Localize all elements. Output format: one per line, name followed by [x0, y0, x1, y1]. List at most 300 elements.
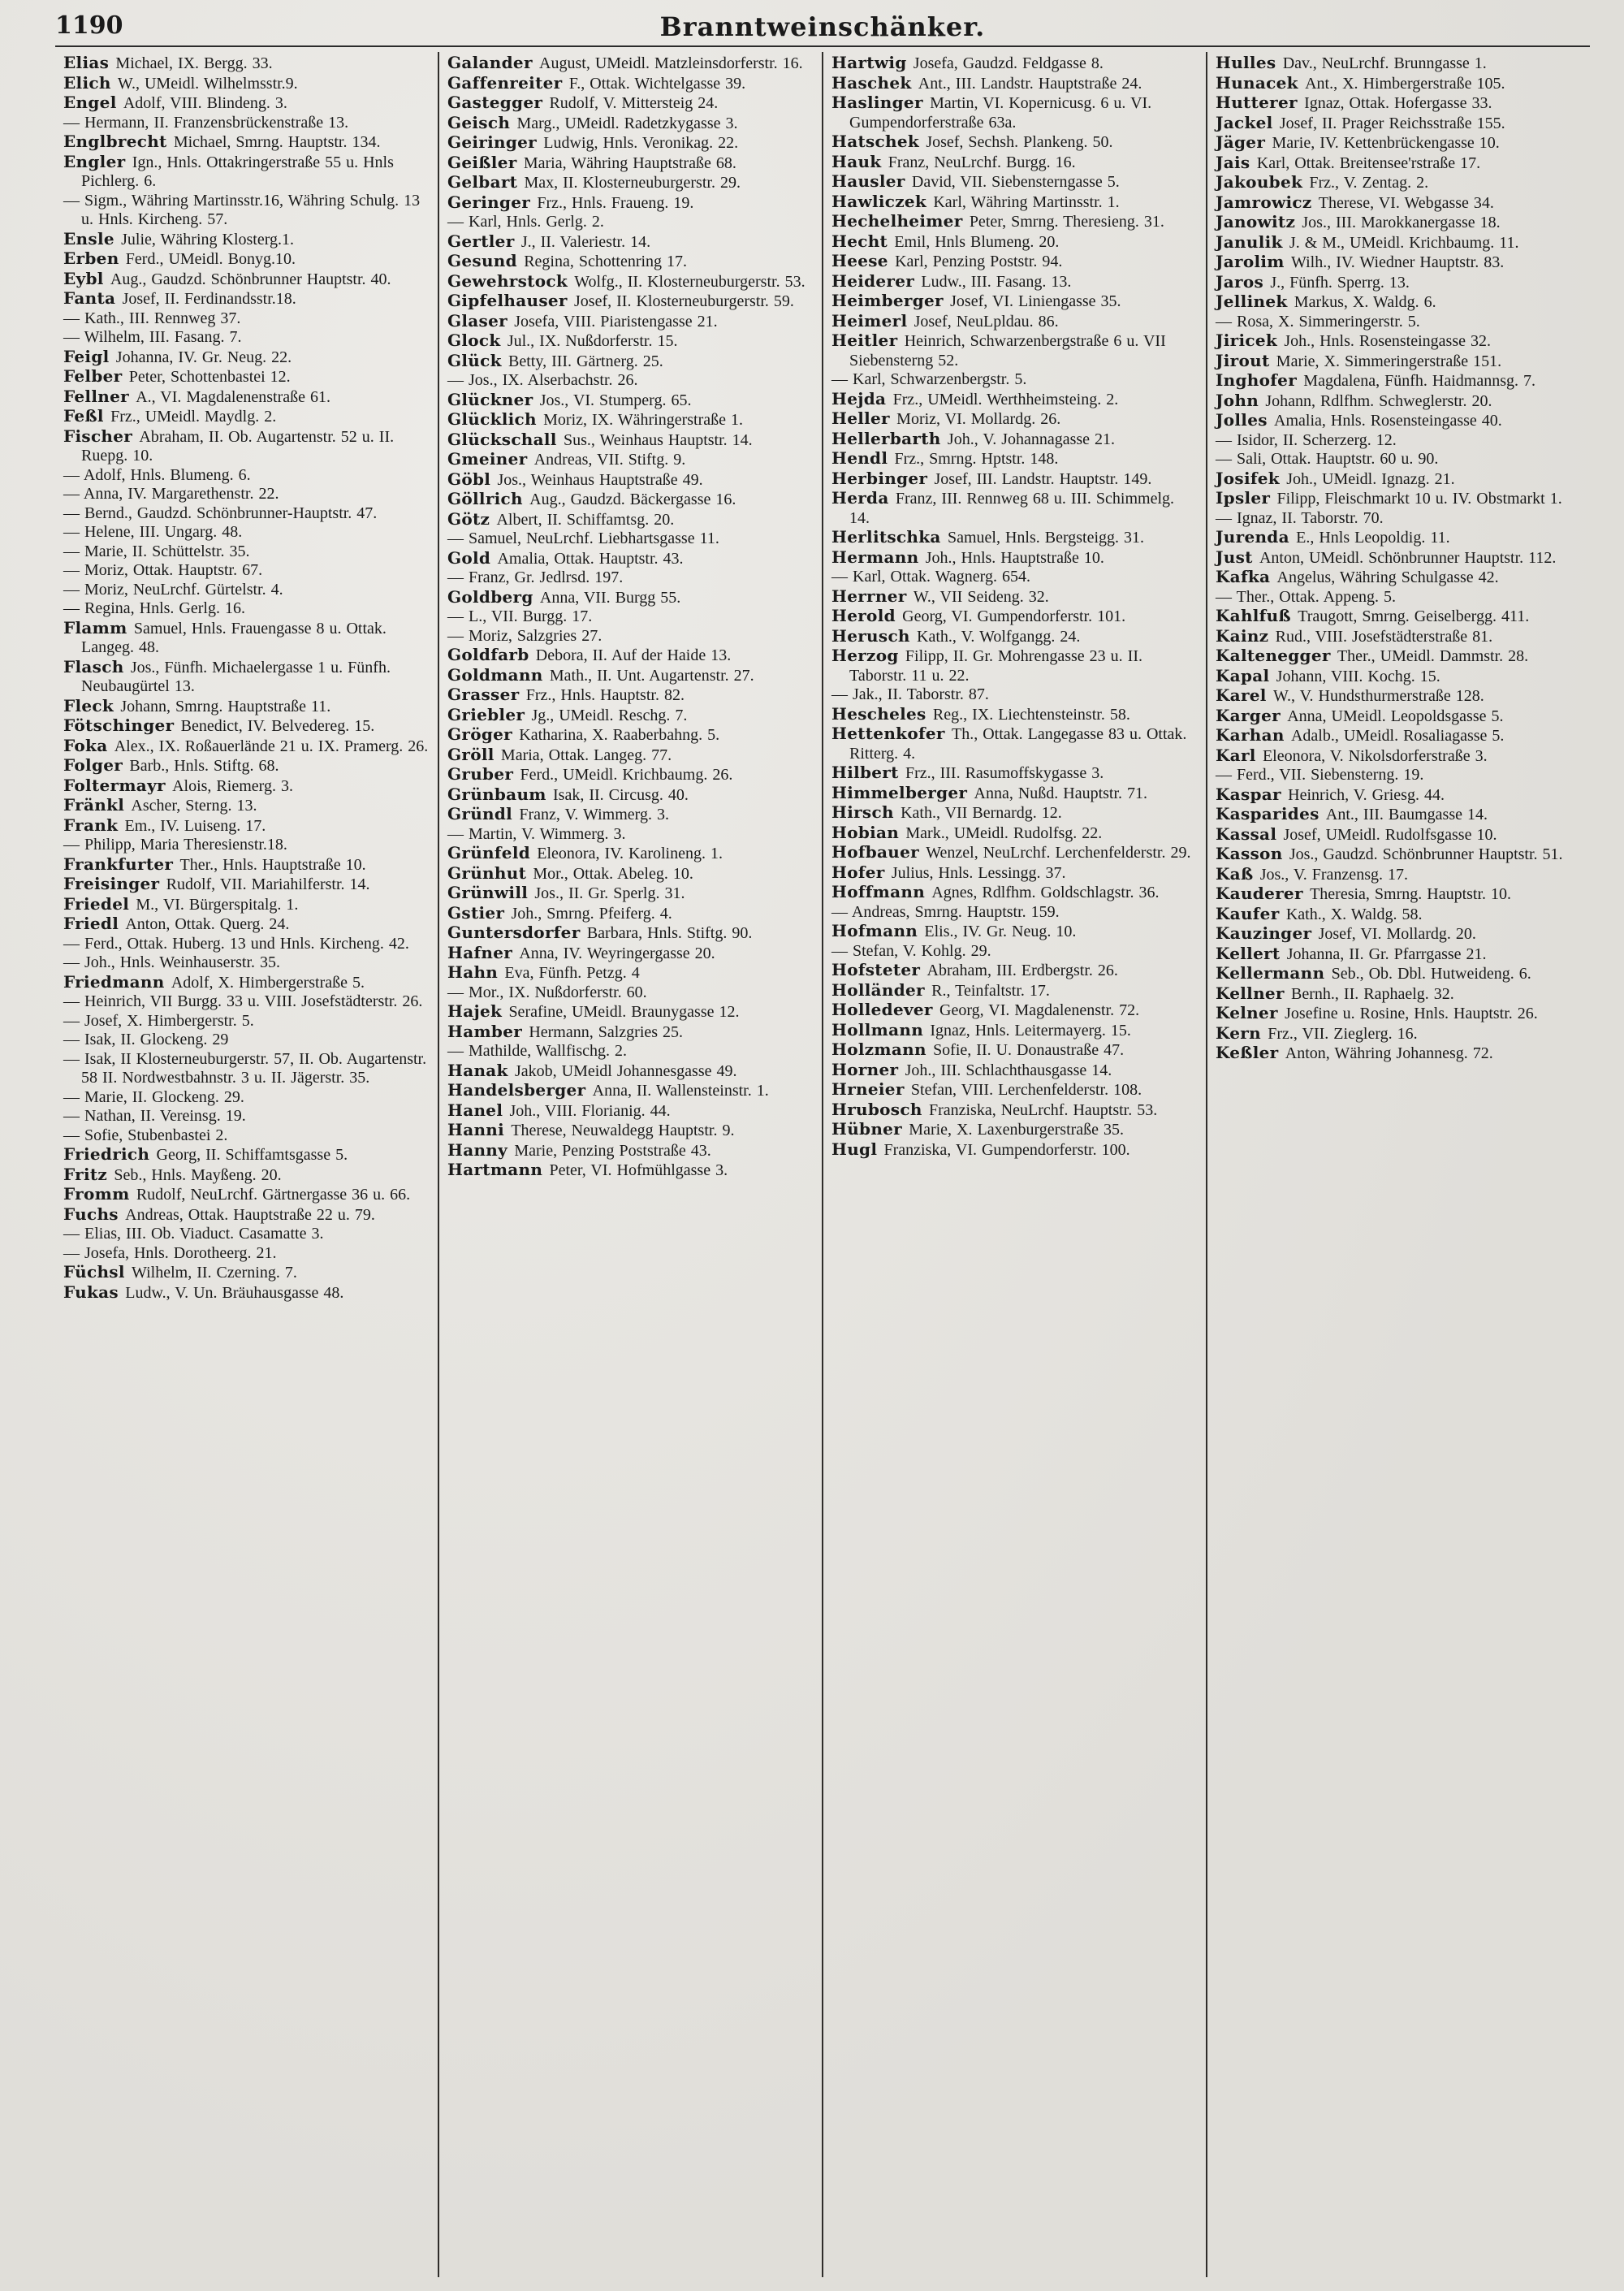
directory-entry: Hawliczek Karl, Währing Martinsstr. 1. — [831, 191, 1120, 211]
entry-surname: Fötschinger — [63, 715, 181, 735]
directory-entry: Hajek Serafine, UMeidl. Braunygasse 12. — [447, 1001, 740, 1021]
directory-entry: Gipfelhauser Josef, II. Klosterneuburgerstr. 59. — [447, 291, 794, 310]
directory-entry: — Rosa, X. Simmeringerstr. 5. — [1216, 312, 1420, 331]
entry-surname: Gipfelhauser — [447, 291, 575, 310]
entry-surname: Hettenkofer — [831, 724, 952, 743]
directory-entry: Hejda Frz., UMeidl. Werthheimsteing. 2. — [831, 388, 1119, 408]
directory-entry: Frankfurter Ther., Hnls. Hauptstraße 10. — [63, 854, 366, 874]
directory-entry: Gastegger Rudolf, V. Mittersteig 24. — [447, 93, 719, 112]
directory-entry: Karger Anna, UMeidl. Leopoldsgasse 5. — [1216, 705, 1504, 725]
directory-entry: Hilbert Frz., III. Rasumoffskygasse 3. — [831, 763, 1104, 782]
entry-surname: Kahlfuß — [1216, 606, 1298, 625]
directory-entry: Heitler Heinrich, Schwarzenbergstraße 6 u. VII Siebensterng 52. — [831, 331, 1166, 370]
directory-entry: Ipsler Filipp, Fleischmarkt 10 u. IV. Obstmarkt 1. — [1216, 488, 1562, 508]
entry-surname: Götz — [447, 508, 497, 529]
directory-entry: Ensle Julie, Währing Klosterg.1. — [63, 228, 295, 249]
entry-surname: Hecht — [831, 231, 895, 251]
entry-surname: Kauderer — [1216, 884, 1311, 903]
directory-entry: Karl Eleonora, V. Nikolsdorferstraße 3. — [1216, 745, 1488, 765]
entry-surname: Hollmann — [831, 1019, 931, 1040]
entry-surname: Elich — [63, 72, 118, 93]
directory-entry: Fritz Seb., Hnls. Mayßeng. 20. — [63, 1164, 282, 1184]
directory-entry: Grünfeld Eleonora, IV. Karolineng. 1. — [447, 843, 723, 862]
directory-entry: Feßl Frz., UMeidl. Maydlg. 2. — [63, 406, 277, 426]
entry-surname: Geringer — [447, 192, 538, 212]
directory-entry: Freisinger Rudolf, VII. Mariahilferstr. 14. — [63, 874, 370, 893]
directory-entry: Engel Adolf, VIII. Blindeng. 3. — [63, 93, 287, 112]
directory-entry: Glückschall Sus., Weinhaus Hauptstr. 14. — [447, 429, 753, 449]
entry-surname: Göllrich — [447, 489, 530, 508]
directory-entry: Jais Karl, Ottak. Breitensee'rstraße 17. — [1216, 152, 1481, 172]
directory-entry: Kainz Rud., VIII. Josefstädterstraße 81. — [1216, 625, 1493, 646]
entry-surname: Hauk — [831, 151, 888, 171]
directory-entry: Gold Amalia, Ottak. Hauptstr. 43. — [447, 547, 684, 568]
directory-entry: Füchsl Wilhelm, II. Czerning. 7. — [63, 1262, 297, 1282]
entry-surname: Griebler — [447, 704, 532, 724]
directory-entry: Friedmann Adolf, X. Himbergerstraße 5. — [63, 971, 365, 992]
directory-entry: Eybl Aug., Gaudzd. Schönbrunner Hauptstr. 40. — [63, 268, 391, 288]
directory-entry: — Franz, Gr. Jedlrsd. 197. — [447, 568, 624, 586]
directory-entry: Hutterer Ignaz, Ottak. Hofergasse 33. — [1216, 93, 1492, 112]
entry-surname: Glock — [447, 331, 508, 350]
directory-entry: — L., VII. Burgg. 17. — [447, 607, 593, 625]
directory-entry: Fukas Ludw., V. Un. Bräuhausgasse 48. — [63, 1282, 344, 1302]
entry-surname: Jiricek — [1216, 331, 1285, 350]
directory-entry: Kaspar Heinrich, V. Griesg. 44. — [1216, 784, 1445, 804]
entry-surname: Ipsler — [1216, 488, 1277, 508]
directory-entry: Herbinger Josef, III. Landstr. Hauptstr. 149. — [831, 468, 1152, 488]
directory-entry: — Isak, II Klosterneuburgerstr. 57, II. Ob. Augartenstr. 58 II. Nordwestbahnstr. 3 u. II. Jägerstr. 35. — [63, 1049, 427, 1087]
directory-entry: — Sali, Ottak. Hauptstr. 60 u. 90. — [1216, 450, 1439, 468]
entry-surname: Glücklich — [447, 409, 544, 429]
directory-entry: Hermann Joh., Hnls. Hauptstraße 10. — [831, 547, 1104, 567]
directory-entry: — Mor., IX. Nußdorferstr. 60. — [447, 983, 647, 1001]
entry-surname: Herold — [831, 606, 903, 625]
directory-column-4 — [1206, 52, 1590, 2277]
directory-entry: Hobian Mark., UMeidl. Rudolfsg. 22. — [831, 822, 1103, 842]
entry-surname: Hanni — [447, 1120, 512, 1139]
directory-entry: Gelbart Max, II. Klosterneuburgerstr. 29. — [447, 172, 741, 192]
directory-entry: — Joh., Hnls. Weinhauserstr. 35. — [63, 953, 281, 971]
directory-entry: Gruber Ferd., UMeidl. Krichbaumg. 26. — [447, 764, 733, 784]
directory-entry: Glückner Jos., VI. Stumperg. 65. — [447, 389, 692, 409]
directory-entry: — Anna, IV. Margarethenstr. 22. — [63, 485, 279, 503]
directory-entry: — Regina, Hnls. Gerlg. 16. — [63, 599, 245, 617]
directory-entry: Hartmann Peter, VI. Hofmühlgasse 3. — [447, 1160, 728, 1179]
directory-entry: Hoffmann Agnes, Rdlfhm. Goldschlagstr. 36. — [831, 882, 1160, 901]
entry-surname: Flamm — [63, 617, 134, 638]
entry-surname: Gründl — [447, 804, 520, 823]
directory-entry: Hrubosch Franziska, NeuLrchf. Hauptstr. 53. — [831, 1099, 1158, 1119]
directory-column-1 — [55, 52, 438, 2277]
directory-entry: — Martin, V. Wimmerg. 3. — [447, 824, 626, 843]
entry-surname: Hofbauer — [831, 842, 926, 862]
directory-entry: Goldmann Math., II. Unt. Augartenstr. 27. — [447, 664, 754, 685]
entry-surname: Hirsch — [831, 802, 901, 822]
entry-surname: Gstier — [447, 902, 512, 923]
directory-entry: Kern Frz., VII. Zieglerg. 16. — [1216, 1022, 1418, 1043]
entry-surname: Karger — [1216, 705, 1288, 725]
directory-entry: Heiderer Ludw., III. Fasang. 13. — [831, 270, 1072, 291]
directory-entry: — Heinrich, VII Burgg. 33 u. VIII. Josefstädterstr. 26. — [63, 992, 423, 1010]
entry-surname: Hobian — [831, 822, 906, 842]
directory-entry: Horner Joh., III. Schlachthausgasse 14. — [831, 1059, 1112, 1079]
entry-surname: Galander — [447, 53, 540, 72]
directory-entry: — Moriz, Salzgries 27. — [447, 626, 603, 645]
directory-entry: Flamm Samuel, Hnls. Frauengasse 8 u. Ottak. Langeg. 48. — [63, 617, 387, 656]
entry-surname: Jamrowicz — [1216, 192, 1319, 212]
entry-surname: Hausler — [831, 171, 912, 191]
directory-entry: John Johann, Rdlfhm. Schweglerstr. 20. — [1216, 390, 1492, 410]
directory-entry: Glücklich Moriz, IX. Währingerstraße 1. — [447, 409, 744, 429]
entry-surname: Goldberg — [447, 586, 540, 607]
directory-entry: Herrner W., VII Seideng. 32. — [831, 586, 1049, 606]
directory-entry: — Ferd., VII. Siebensterng. 19. — [1216, 766, 1424, 784]
directory-entry: — Isak, II. Glockeng. 29 — [63, 1031, 229, 1048]
entry-surname: Kellermann — [1216, 963, 1332, 983]
directory-entry: — Karl, Hnls. Gerlg. 2. — [447, 213, 604, 231]
directory-entry: Hechelheimer Peter, Smrng. Theresieng. 31. — [831, 211, 1164, 231]
entry-surname: Grünhut — [447, 862, 533, 883]
entry-surname: Jais — [1216, 152, 1257, 172]
entry-surname: Felber — [63, 366, 129, 386]
entry-surname: Engel — [63, 93, 123, 112]
directory-entry: Friedl Anton, Ottak. Querg. 24. — [63, 914, 290, 933]
entry-surname: Eybl — [63, 268, 110, 288]
directory-entry: Kapal Johann, VIII. Kochg. 15. — [1216, 665, 1440, 685]
entry-surname: Fränkl — [63, 795, 132, 815]
directory-entry: Jakoubek Frz., V. Zentag. 2. — [1216, 172, 1429, 192]
directory-entry: Kellner Bernh., II. Raphaelg. 32. — [1216, 983, 1454, 1003]
entry-surname: Heitler — [831, 331, 905, 350]
directory-entry: Grünwill Jos., II. Gr. Sperlg. 31. — [447, 883, 685, 902]
directory-entry: — Hermann, II. Franzensbrückenstraße 13. — [63, 113, 349, 132]
entry-surname: Kern — [1216, 1022, 1268, 1043]
directory-entry: Herzog Filipp, II. Gr. Mohrengasse 23 u. II. Taborstr. 11 u. 22. — [831, 646, 1142, 685]
directory-entry: Hamber Hermann, Salzgries 25. — [447, 1021, 684, 1041]
entry-surname: Freisinger — [63, 874, 166, 893]
directory-entry: Hulles Dav., NeuLrchf. Brunngasse 1. — [1216, 53, 1487, 72]
entry-surname: Hanak — [447, 1060, 515, 1080]
directory-entry: Jackel Josef, II. Prager Reichsstraße 155. — [1216, 112, 1505, 132]
directory-entry: Hatschek Josef, Sechsh. Plankeng. 50. — [831, 132, 1113, 151]
directory-entry: Fromm Rudolf, NeuLrchf. Gärtnergasse 36 u. 66. — [63, 1184, 411, 1204]
directory-entry: Hanak Jakob, UMeidl Johannesgasse 49. — [447, 1060, 737, 1080]
entry-surname: Hermann — [831, 547, 926, 567]
entry-surname: Göbl — [447, 469, 498, 489]
directory-entry: — Marie, II. Glockeng. 29. — [63, 1087, 244, 1106]
entry-surname: Kellner — [1216, 983, 1292, 1003]
directory-entry: Gertler J., II. Valeriestr. 14. — [447, 231, 651, 251]
directory-entry: Heimerl Josef, NeuLpldau. 86. — [831, 310, 1059, 331]
directory-entry: Kaß Jos., V. Franzensg. 17. — [1216, 863, 1408, 884]
entry-surname: Kaufer — [1216, 903, 1286, 923]
directory-entry: Hunacek Ant., X. Himbergerstraße 105. — [1216, 72, 1505, 93]
entry-surname: Keßler — [1216, 1043, 1285, 1062]
directory-entry: Kellert Johanna, II. Gr. Pfarrgasse 21. — [1216, 943, 1487, 963]
entry-surname: Frank — [63, 815, 125, 835]
entry-surname: Hellerbarth — [831, 428, 948, 448]
entry-surname: Herrner — [831, 586, 914, 606]
entry-surname: Fromm — [63, 1184, 136, 1204]
entry-surname: Haslinger — [831, 93, 931, 112]
directory-entry: — Sigm., Währing Martinsstr.16, Währing Schulg. 13 u. Hnls. Kircheng. 57. — [63, 191, 421, 228]
directory-entry: Jurenda E., Hnls Leopoldig. 11. — [1216, 527, 1450, 547]
directory-entry: Fuchs Andreas, Ottak. Hauptstraße 22 u. 79. — [63, 1204, 375, 1224]
entry-surname: Foltermayr — [63, 775, 173, 795]
directory-entry: Guntersdorfer Barbara, Hnls. Stiftg. 90. — [447, 923, 753, 942]
entry-surname: Jaros — [1216, 271, 1271, 292]
entry-surname: Hübner — [831, 1119, 909, 1139]
entry-surname: Hunacek — [1216, 72, 1306, 93]
entry-surname: Friedel — [63, 893, 136, 914]
entry-surname: Hanny — [447, 1139, 515, 1160]
entry-surname: Heese — [831, 251, 896, 270]
directory-entry: Kassal Josef, UMeidl. Rudolfsgasse 10. — [1216, 823, 1497, 844]
directory-entry: Galander August, UMeidl. Matzleinsdorferstr. 16. — [447, 53, 803, 72]
entry-surname: Gastegger — [447, 93, 550, 112]
directory-entry: Hendl Frz., Smrng. Hptstr. 148. — [831, 448, 1059, 468]
directory-entry: Hahn Eva, Fünfh. Petzg. 4 — [447, 962, 640, 982]
directory-entry: — Samuel, NeuLrchf. Liebhartsgasse 11. — [447, 530, 719, 547]
directory-entry: Just Anton, UMeidl. Schönbrunner Hauptstr. 112. — [1216, 547, 1557, 567]
directory-entry: — Sofie, Stubenbastei 2. — [63, 1126, 228, 1144]
directory-entry: Engler Ign., Hnls. Ottakringerstraße 55 u. Hnls Pichlerg. 6. — [63, 151, 394, 190]
entry-surname: Glaser — [447, 310, 515, 331]
directory-entry: Hanny Marie, Penzing Poststraße 43. — [447, 1139, 711, 1160]
directory-entry: — Bernd., Gaudzd. Schönbrunner-Hauptstr. 47. — [63, 504, 378, 522]
directory-entry: Fischer Abraham, II. Ob. Augartenstr. 52 u. II. Ruepg. 10. — [63, 426, 395, 465]
entry-surname: Kaß — [1216, 863, 1260, 884]
entry-surname: Kasparides — [1216, 804, 1326, 823]
entry-surname: Hrubosch — [831, 1099, 929, 1119]
directory-entry: Heller Moriz, VI. Mollardg. 26. — [831, 408, 1061, 428]
directory-entry: — Karl, Ottak. Wagnerg. 654. — [831, 568, 1030, 586]
entry-surname: Folger — [63, 755, 130, 775]
directory-column-2 — [438, 52, 822, 2277]
directory-entry: Heese Karl, Penzing Poststr. 94. — [831, 251, 1063, 270]
directory-entry: Handelsberger Anna, II. Wallensteinstr. 1. — [447, 1080, 769, 1100]
directory-entry: — Helene, III. Ungarg. 48. — [63, 523, 243, 541]
entry-surname: Jackel — [1216, 112, 1280, 132]
directory-entry: Geringer Frz., Hnls. Fraueng. 19. — [447, 192, 694, 212]
directory-entry: Göllrich Aug., Gaudzd. Bäckergasse 16. — [447, 489, 736, 508]
entry-surname: Kasson — [1216, 844, 1289, 863]
directory-entry: Fränkl Ascher, Sterng. 13. — [63, 795, 257, 815]
entry-surname: Hoffmann — [831, 882, 932, 901]
entry-surname: Goldmann — [447, 664, 550, 685]
directory-entry: Jolles Amalia, Hnls. Rosensteingasse 40. — [1216, 410, 1502, 430]
directory-entry: Jaros J., Fünfh. Sperrg. 13. — [1216, 271, 1410, 292]
entry-surname: Hartmann — [447, 1160, 550, 1179]
entry-surname: John — [1216, 390, 1266, 410]
directory-entry: Goldberg Anna, VII. Burgg 55. — [447, 586, 681, 607]
entry-surname: Gaffenreiter — [447, 72, 569, 93]
directory-entry: Grünhut Mor., Ottak. Abeleg. 10. — [447, 862, 693, 883]
entry-surname: Gewehrstock — [447, 270, 575, 291]
directory-entry: Kaufer Kath., X. Waldg. 58. — [1216, 903, 1423, 923]
entry-surname: Kauzinger — [1216, 923, 1319, 943]
entry-surname: Herbinger — [831, 468, 935, 488]
directory-entry: Hartwig Josefa, Gaudzd. Feldgasse 8. — [831, 53, 1104, 72]
entry-surname: Holzmann — [831, 1040, 934, 1059]
entry-surname: Gertler — [447, 231, 521, 251]
directory-entry: Himmelberger Anna, Nußd. Hauptstr. 71. — [831, 782, 1148, 802]
directory-entry: Kellermann Seb., Ob. Dbl. Hutweideng. 6. — [1216, 963, 1531, 983]
page-title: Branntweinschänker. — [659, 11, 986, 42]
entry-surname: Herusch — [831, 625, 918, 646]
entry-surname: Engler — [63, 151, 132, 171]
entry-surname: Hescheles — [831, 703, 933, 724]
directory-entry: Jäger Marie, IV. Kettenbrückengasse 10. — [1216, 132, 1500, 152]
entry-surname: Himmelberger — [831, 782, 974, 802]
directory-entry: — Kath., III. Rennweg 37. — [63, 309, 241, 327]
entry-surname: Gold — [447, 547, 498, 568]
directory-entry: Kaltenegger Ther., UMeidl. Dammstr. 28. — [1216, 646, 1529, 665]
entry-surname: Feigl — [63, 346, 116, 366]
directory-entry: — Moriz, NeuLrchf. Gürtelstr. 4. — [63, 580, 283, 599]
directory-entry: — Philipp, Maria Theresienstr.18. — [63, 836, 287, 854]
directory-entry: Fleck Johann, Smrng. Hauptstraße 11. — [63, 695, 331, 715]
directory-entry: Josifek Joh., UMeidl. Ignazg. 21. — [1216, 468, 1455, 488]
entry-surname: Hawliczek — [831, 191, 934, 211]
directory-entry: Griebler Jg., UMeidl. Reschg. 7. — [447, 704, 688, 724]
entry-surname: Glückner — [447, 389, 540, 409]
entry-surname: Haschek — [831, 72, 918, 93]
directory-entry: Hecht Emil, Hnls Blumeng. 20. — [831, 231, 1060, 251]
directory-entry: — Karl, Schwarzenbergstr. 5. — [831, 370, 1027, 388]
directory-entry: Karhan Adalb., UMeidl. Rosaliagasse 5. — [1216, 725, 1505, 745]
directory-entry: Jiricek Joh., Hnls. Rosensteingasse 32. — [1216, 331, 1491, 350]
directory-entry: Götz Albert, II. Schiffamtsg. 20. — [447, 508, 675, 529]
entry-surname: Grünfeld — [447, 843, 538, 862]
directory-entry: Kafka Angelus, Währing Schulgasse 42. — [1216, 567, 1499, 586]
directory-entry: Gewehrstock Wolfg., II. Klosterneuburgerstr. 53. — [447, 270, 806, 291]
directory-entry: Gröger Katharina, X. Raaberbahng. 5. — [447, 724, 720, 744]
directory-entry: Jellinek Markus, X. Waldg. 6. — [1216, 292, 1436, 311]
entry-surname: Kaspar — [1216, 784, 1289, 804]
entry-surname: Just — [1216, 547, 1259, 567]
directory-entry: Jamrowicz Therese, VI. Webgasse 34. — [1216, 192, 1494, 212]
directory-entry: Inghofer Magdalena, Fünfh. Haidmannsg. 7. — [1216, 370, 1536, 390]
entry-surname: Jellinek — [1216, 292, 1294, 311]
directory-entry: Hübner Marie, X. Laxenburgerstraße 35. — [831, 1119, 1125, 1139]
directory-entry: Hausler David, VII. Siebensterngasse 5. — [831, 171, 1120, 191]
directory-entry: Keßler Anton, Währing Johannesg. 72. — [1216, 1043, 1493, 1062]
entry-surname: Hofmann — [831, 921, 925, 940]
entry-surname: Hanel — [447, 1100, 510, 1120]
entry-surname: Fritz — [63, 1164, 114, 1184]
directory-entry: Foltermayr Alois, Riemerg. 3. — [63, 775, 293, 795]
entry-surname: Hofer — [831, 862, 892, 882]
entry-surname: Fischer — [63, 426, 140, 446]
entry-surname: Hugl — [831, 1139, 884, 1159]
entry-surname: Füchsl — [63, 1262, 132, 1282]
entry-surname: Holledever — [831, 1000, 940, 1019]
directory-entry: Geißler Maria, Währing Hauptstraße 68. — [447, 152, 736, 172]
directory-entry: Folger Barb., Hnls. Stiftg. 68. — [63, 755, 279, 775]
directory-entry: Glück Betty, III. Gärtnerg. 25. — [447, 350, 663, 370]
directory-entry: Erben Ferd., UMeidl. Bonyg.10. — [63, 249, 296, 268]
entry-surname: Erben — [63, 249, 126, 268]
directory-entry: Felber Peter, Schottenbastei 12. — [63, 366, 291, 386]
entry-surname: Karl — [1216, 745, 1263, 765]
entry-surname: Inghofer — [1216, 370, 1304, 390]
directory-entry: Gesund Regina, Schottenring 17. — [447, 251, 688, 270]
directory-entry: Hofsteter Abraham, III. Erdbergstr. 26. — [831, 960, 1118, 979]
directory-entry: Gaffenreiter F., Ottak. Wichtelgasse 39. — [447, 72, 746, 93]
entry-surname: Kaltenegger — [1216, 646, 1337, 665]
entry-surname: Jarolim — [1216, 252, 1292, 271]
entry-surname: Hamber — [447, 1021, 529, 1041]
entry-surname: Heller — [831, 408, 897, 428]
entry-surname: Frankfurter — [63, 854, 180, 874]
entry-surname: Fukas — [63, 1282, 126, 1302]
directory-entry: Heimberger Josef, VI. Liniengasse 35. — [831, 291, 1121, 310]
directory-entry: Herlitschka Samuel, Hnls. Bergsteigg. 31. — [831, 527, 1145, 547]
entry-surname: Friedrich — [63, 1144, 157, 1164]
directory-entry: Kasson Jos., Gaudzd. Schönbrunner Hauptstr. 51. — [1216, 844, 1563, 863]
entry-surname: Fellner — [63, 386, 136, 406]
directory-entry: Kasparides Ant., III. Baumgasse 14. — [1216, 804, 1488, 823]
entry-surname: Glückschall — [447, 429, 564, 449]
directory-entry: Foka Alex., IX. Roßauerlände 21 u. IX. Pramerg. 26. — [63, 735, 429, 755]
entry-surname: Gruber — [447, 764, 520, 784]
directory-entry: Hellerbarth Joh., V. Johannagasse 21. — [831, 428, 1116, 448]
entry-surname: Gröll — [447, 744, 501, 764]
directory-entry: Englbrecht Michael, Smrng. Hauptstr. 134. — [63, 132, 381, 151]
directory-entry: Hauk Franz, NeuLrchf. Burgg. 16. — [831, 151, 1076, 171]
entry-surname: Hafner — [447, 942, 520, 962]
entry-surname: Hendl — [831, 448, 895, 468]
directory-entry: Hrneier Stefan, VIII. Lerchenfelderstr. 108. — [831, 1079, 1142, 1099]
entry-surname: Friedmann — [63, 971, 171, 992]
entry-surname: Fleck — [63, 695, 121, 715]
entry-surname: Handelsberger — [447, 1080, 593, 1100]
directory-entry: Fellner A., VI. Magdalenenstraße 61. — [63, 386, 330, 406]
entry-surname: Geißler — [447, 152, 524, 172]
entry-surname: Kassal — [1216, 823, 1284, 844]
entry-surname: Karhan — [1216, 725, 1291, 745]
entry-surname: Hulles — [1216, 53, 1283, 72]
entry-surname: Grünbaum — [447, 784, 554, 804]
entry-surname: Fuchs — [63, 1204, 126, 1224]
directory-entry: Grünbaum Isak, II. Circusg. 40. — [447, 784, 689, 804]
entry-surname: Herzog — [831, 646, 905, 665]
directory-entry: — Ignaz, II. Taborstr. 70. — [1216, 508, 1384, 527]
directory-entry: — Josefa, Hnls. Dorotheerg. 21. — [63, 1243, 277, 1262]
directory-entry: Haslinger Martin, VI. Kopernicusg. 6 u. VI. Gumpendorferstraße 63a. — [831, 93, 1152, 132]
entry-surname: Herda — [831, 488, 896, 508]
directory-entry: Friedel M., VI. Bürgerspitalg. 1. — [63, 893, 299, 914]
directory-entry: — Marie, II. Schüttelstr. 35. — [63, 542, 250, 560]
entry-surname: Foka — [63, 735, 114, 755]
directory-entry: Elich W., UMeidl. Wilhelmsstr.9. — [63, 72, 298, 93]
directory-entry: — Josef, X. Himbergerstr. 5. — [63, 1011, 254, 1030]
entry-surname: Grasser — [447, 685, 526, 704]
directory-entry: — Ther., Ottak. Appeng. 5. — [1216, 587, 1396, 606]
directory-entry: Göbl Jos., Weinhaus Hauptstraße 49. — [447, 469, 703, 489]
directory-entry: — Ferd., Ottak. Huberg. 13 und Hnls. Kircheng. 42. — [63, 934, 409, 953]
entry-surname: Jolles — [1216, 410, 1275, 430]
directory-entry: Jirout Marie, X. Simmeringerstraße 151. — [1216, 350, 1502, 370]
directory-entry: Goldfarb Debora, II. Auf der Haide 13. — [447, 645, 732, 664]
entry-surname: Feßl — [63, 406, 111, 426]
directory-entry: Flasch Jos., Fünfh. Michaelergasse 1 u. Fünfh. Neubaugürtel 13. — [63, 656, 391, 695]
directory-entry: — Andreas, Smrng. Hauptstr. 159. — [831, 902, 1060, 921]
directory-entry: Herda Franz, III. Rennweg 68 u. III. Schimmelg. 14. — [831, 488, 1175, 527]
directory-entry: Kauderer Theresia, Smrng. Hauptstr. 10. — [1216, 884, 1512, 903]
